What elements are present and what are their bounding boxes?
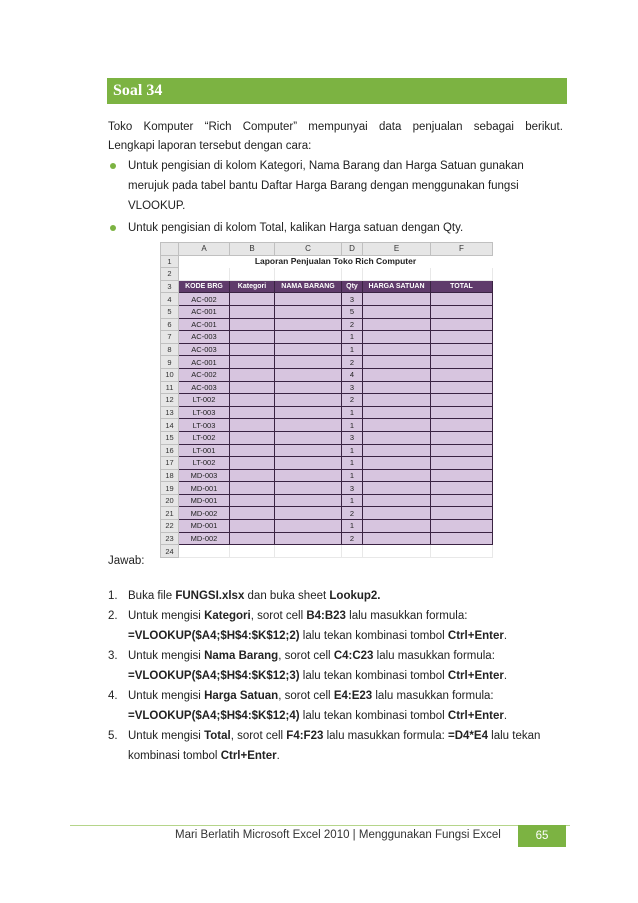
step-text: lalu tekan [487, 730, 541, 742]
sheet-row [161, 305, 493, 318]
qty-cell[interactable]: 2 [342, 394, 363, 407]
step-text: lalu masukkan formula: [345, 610, 468, 622]
row-header[interactable]: 10 [161, 368, 179, 381]
item-name-cell[interactable] [275, 520, 342, 533]
row-header[interactable]: 1 [161, 255, 179, 268]
step-line [128, 726, 568, 746]
sheet-row [161, 431, 493, 444]
qty-cell[interactable]: 1 [342, 331, 363, 344]
item-name-cell[interactable] [275, 394, 342, 407]
table-header-cell[interactable]: NAMA BARANG [275, 280, 342, 293]
qty-cell[interactable]: 1 [342, 457, 363, 470]
row-header[interactable]: 3 [161, 280, 179, 293]
row-header[interactable]: 23 [161, 532, 179, 545]
code-cell[interactable]: LT-003 [179, 406, 230, 419]
total-cell[interactable] [431, 343, 493, 356]
code-cell[interactable]: MD-001 [179, 482, 230, 495]
sheet-row [161, 381, 493, 394]
step-text: , sorot cell [278, 650, 334, 662]
sheet-row [161, 457, 493, 470]
sheet-row [161, 293, 493, 306]
sheet-cell[interactable] [363, 545, 431, 558]
qty-cell[interactable]: 3 [342, 482, 363, 495]
code-cell[interactable]: LT-002 [179, 431, 230, 444]
total-cell[interactable] [431, 331, 493, 344]
code-cell[interactable]: AC-003 [179, 381, 230, 394]
step-number: 1. [108, 590, 118, 602]
item-name-cell[interactable] [275, 293, 342, 306]
row-header[interactable]: 6 [161, 318, 179, 331]
step-text: dan buka sheet [244, 590, 330, 602]
category-cell[interactable] [230, 444, 275, 457]
row-header[interactable]: 18 [161, 469, 179, 482]
category-cell[interactable] [230, 394, 275, 407]
sheet-row [161, 406, 493, 419]
code-cell[interactable]: MD-001 [179, 494, 230, 507]
step-text: . [503, 710, 508, 722]
unit-price-cell[interactable] [363, 394, 431, 407]
step-text: . [503, 630, 508, 642]
unit-price-cell[interactable] [363, 381, 431, 394]
intro-word: mempunyai [308, 121, 368, 133]
step-line [128, 746, 568, 766]
step-emphasis: Lookup2. [329, 590, 381, 602]
category-cell[interactable] [230, 343, 275, 356]
sheet-cell[interactable] [342, 268, 363, 281]
intro-word: Komputer [143, 121, 194, 133]
sheet-row [161, 331, 493, 344]
category-cell[interactable] [230, 293, 275, 306]
step-emphasis: Kategori [204, 610, 251, 622]
step-text: . [276, 750, 280, 762]
step-emphasis: Harga Satuan [204, 690, 279, 702]
sheet-row [161, 394, 493, 407]
item-name-cell[interactable] [275, 356, 342, 369]
sheet-cell[interactable] [275, 268, 342, 281]
row-header[interactable]: 22 [161, 520, 179, 533]
footer-text: Mari Berlatih Microsoft Excel 2010 | Menggunakan Fungsi Excel [175, 829, 501, 841]
step-number: 5. [108, 730, 118, 742]
step-text: lalu masukkan formula: [373, 650, 495, 662]
unit-price-cell[interactable] [363, 520, 431, 533]
item-name-cell[interactable] [275, 331, 342, 344]
row-header[interactable]: 5 [161, 305, 179, 318]
step-line [128, 686, 568, 706]
unit-price-cell[interactable] [363, 482, 431, 495]
answer-step [108, 686, 568, 726]
qty-cell[interactable]: 1 [342, 494, 363, 507]
step-emphasis: Ctrl+Enter [447, 630, 504, 642]
step-text: Untuk mengisi [128, 650, 205, 662]
sheet-row [161, 419, 493, 432]
total-cell[interactable] [431, 532, 493, 545]
item-name-cell[interactable] [275, 381, 342, 394]
step-text: Untuk mengisi [128, 610, 205, 622]
code-cell[interactable]: MD-002 [179, 507, 230, 520]
sheet-title-cell[interactable]: Laporan Penjualan Toko Rich Computer [179, 255, 493, 268]
step-text: , sorot cell [250, 610, 307, 622]
row-header[interactable]: 19 [161, 482, 179, 495]
step-text: , sorot cell [230, 730, 287, 742]
row-header[interactable]: 16 [161, 444, 179, 457]
total-cell[interactable] [431, 457, 493, 470]
code-cell[interactable]: AC-002 [179, 368, 230, 381]
category-cell[interactable] [230, 520, 275, 533]
sheet-cell[interactable] [179, 545, 230, 558]
unit-price-cell[interactable] [363, 507, 431, 520]
footer-divider [70, 825, 570, 826]
code-cell[interactable]: AC-003 [179, 343, 230, 356]
step-text: , sorot cell [278, 690, 334, 702]
instruction-bullets [108, 156, 563, 240]
code-cell[interactable]: MD-003 [179, 469, 230, 482]
step-line [128, 666, 568, 686]
category-cell[interactable] [230, 507, 275, 520]
step-line [128, 706, 568, 726]
total-cell[interactable] [431, 318, 493, 331]
item-name-cell[interactable] [275, 532, 342, 545]
step-emphasis: Ctrl+Enter [447, 670, 504, 682]
step-text: lalu tekan kombinasi tombol [299, 670, 448, 682]
sheet-cell[interactable] [275, 545, 342, 558]
sheet-cell[interactable] [230, 268, 275, 281]
table-header-cell[interactable]: HARGA SATUAN [363, 280, 431, 293]
column-header[interactable]: A [179, 243, 230, 256]
row-header[interactable]: 21 [161, 507, 179, 520]
column-header[interactable]: F [431, 243, 493, 256]
step-text: lalu tekan kombinasi tombol [299, 710, 448, 722]
table-header-cell[interactable]: Kategori [230, 280, 275, 293]
qty-cell[interactable]: 2 [342, 356, 363, 369]
total-cell[interactable] [431, 305, 493, 318]
bullet-item [108, 218, 563, 238]
answer-label: Jawab: [108, 555, 145, 567]
row-header[interactable]: 8 [161, 343, 179, 356]
intro-word: Computer” [242, 121, 298, 133]
unit-price-cell[interactable] [363, 457, 431, 470]
sheet-row [161, 507, 493, 520]
bullet-text: Untuk pengisian di kolom Kategori, Nama Barang dan Harga Satuan gunakan merujuk pada tabel bantu Daftar Harga Barang dengan menggunakan fungsi VLOOKUP. [128, 160, 524, 212]
category-cell[interactable] [230, 305, 275, 318]
row-header[interactable]: 2 [161, 268, 179, 281]
category-cell[interactable] [230, 406, 275, 419]
intro-word: berikut. [525, 121, 563, 133]
item-name-cell[interactable] [275, 457, 342, 470]
intro-line-2: Lengkapi laporan tersebut dengan cara: [108, 140, 312, 152]
total-cell[interactable] [431, 469, 493, 482]
category-cell[interactable] [230, 469, 275, 482]
qty-cell[interactable]: 1 [342, 444, 363, 457]
intro-paragraph [108, 118, 563, 156]
total-cell[interactable] [431, 507, 493, 520]
unit-price-cell[interactable] [363, 343, 431, 356]
bullet-dot-icon [110, 163, 116, 169]
spreadsheet-table [160, 242, 493, 558]
sheet-row [161, 280, 493, 293]
step-number: 3. [108, 650, 118, 662]
item-name-cell[interactable] [275, 318, 342, 331]
answer-step [108, 646, 568, 686]
sheet-row [161, 482, 493, 495]
section-title: Soal 34 [107, 78, 567, 104]
sheet-row [161, 343, 493, 356]
step-line [128, 606, 568, 626]
total-cell[interactable] [431, 406, 493, 419]
code-cell[interactable]: LT-002 [179, 457, 230, 470]
select-all-corner[interactable] [161, 243, 179, 256]
qty-cell[interactable]: 1 [342, 419, 363, 432]
step-emphasis: =VLOOKUP($A4;$H$4:$K$12;3) [128, 670, 300, 682]
bullet-item [108, 156, 563, 216]
category-cell[interactable] [230, 356, 275, 369]
step-text: . [503, 670, 508, 682]
total-cell[interactable] [431, 356, 493, 369]
unit-price-cell[interactable] [363, 419, 431, 432]
row-header[interactable]: 20 [161, 494, 179, 507]
sheet-cell[interactable] [179, 268, 230, 281]
qty-cell[interactable]: 1 [342, 469, 363, 482]
spreadsheet-screenshot [160, 242, 497, 556]
step-line [128, 626, 568, 646]
total-cell[interactable] [431, 482, 493, 495]
item-name-cell[interactable] [275, 343, 342, 356]
total-cell[interactable] [431, 419, 493, 432]
category-cell[interactable] [230, 318, 275, 331]
column-header[interactable]: C [275, 243, 342, 256]
row-header[interactable]: 7 [161, 331, 179, 344]
sheet-cell[interactable] [431, 545, 493, 558]
code-cell[interactable]: AC-001 [179, 356, 230, 369]
sheet-row [161, 444, 493, 457]
unit-price-cell[interactable] [363, 318, 431, 331]
row-header[interactable]: 9 [161, 356, 179, 369]
intro-line-1 [108, 118, 563, 137]
row-header[interactable]: 14 [161, 419, 179, 432]
total-cell[interactable] [431, 368, 493, 381]
row-header[interactable]: 17 [161, 457, 179, 470]
intro-word: data [378, 121, 402, 133]
item-name-cell[interactable] [275, 444, 342, 457]
sheet-cell[interactable] [431, 268, 493, 281]
category-cell[interactable] [230, 494, 275, 507]
unit-price-cell[interactable] [363, 494, 431, 507]
sheet-row [161, 532, 493, 545]
code-cell[interactable]: AC-002 [179, 293, 230, 306]
sheet-row [161, 368, 493, 381]
step-text: Untuk mengisi [128, 730, 205, 742]
item-name-cell[interactable] [275, 406, 342, 419]
item-name-cell[interactable] [275, 494, 342, 507]
category-cell[interactable] [230, 532, 275, 545]
answer-steps [108, 586, 568, 766]
step-text: lalu masukkan formula: [323, 730, 449, 742]
table-header-cell[interactable]: TOTAL [431, 280, 493, 293]
item-name-cell[interactable] [275, 482, 342, 495]
qty-cell[interactable]: 3 [342, 293, 363, 306]
row-header[interactable]: 13 [161, 406, 179, 419]
step-line [128, 586, 568, 606]
step-emphasis: =VLOOKUP($A4;$H$4:$K$12;2) [128, 630, 300, 642]
code-cell[interactable]: LT-002 [179, 394, 230, 407]
unit-price-cell[interactable] [363, 305, 431, 318]
total-cell[interactable] [431, 381, 493, 394]
total-cell[interactable] [431, 394, 493, 407]
row-header[interactable]: 11 [161, 381, 179, 394]
category-cell[interactable] [230, 368, 275, 381]
sheet-row [161, 545, 493, 558]
total-cell[interactable] [431, 431, 493, 444]
item-name-cell[interactable] [275, 419, 342, 432]
sheet-row [161, 356, 493, 369]
step-emphasis: Nama Barang [204, 650, 279, 662]
qty-cell[interactable]: 2 [342, 507, 363, 520]
sheet-row [161, 318, 493, 331]
qty-cell[interactable]: 1 [342, 343, 363, 356]
page-number: 65 [518, 825, 566, 847]
qty-cell[interactable]: 1 [342, 520, 363, 533]
table-header-cell[interactable]: Qty [342, 280, 363, 293]
step-text: Buka file [128, 590, 176, 602]
intro-word: penjualan [412, 121, 463, 133]
category-cell[interactable] [230, 419, 275, 432]
unit-price-cell[interactable] [363, 532, 431, 545]
column-header[interactable]: E [363, 243, 431, 256]
unit-price-cell[interactable] [363, 406, 431, 419]
total-cell[interactable] [431, 444, 493, 457]
category-cell[interactable] [230, 482, 275, 495]
step-emphasis: C4:C23 [333, 650, 374, 662]
code-cell[interactable]: MD-001 [179, 520, 230, 533]
total-cell[interactable] [431, 520, 493, 533]
row-header[interactable]: 12 [161, 394, 179, 407]
sheet-row [161, 494, 493, 507]
unit-price-cell[interactable] [363, 469, 431, 482]
step-number: 2. [108, 610, 118, 622]
sheet-cell[interactable] [342, 545, 363, 558]
unit-price-cell[interactable] [363, 368, 431, 381]
sheet-row [161, 469, 493, 482]
unit-price-cell[interactable] [363, 293, 431, 306]
unit-price-cell[interactable] [363, 331, 431, 344]
category-cell[interactable] [230, 457, 275, 470]
sheet-row [161, 520, 493, 533]
code-cell[interactable]: MD-002 [179, 532, 230, 545]
item-name-cell[interactable] [275, 469, 342, 482]
step-text: Untuk mengisi [128, 690, 205, 702]
row-header[interactable]: 24 [161, 545, 179, 558]
qty-cell[interactable]: 2 [342, 318, 363, 331]
table-header-cell[interactable]: KODE BRG [179, 280, 230, 293]
bullet-text: Untuk pengisian di kolom Total, kalikan Harga satuan dengan Qty. [128, 222, 464, 234]
row-header[interactable]: 4 [161, 293, 179, 306]
item-name-cell[interactable] [275, 368, 342, 381]
step-emphasis: Ctrl+Enter [447, 710, 504, 722]
code-cell[interactable]: AC-001 [179, 305, 230, 318]
total-cell[interactable] [431, 494, 493, 507]
qty-cell[interactable]: 3 [342, 431, 363, 444]
sheet-row [161, 268, 493, 281]
code-cell[interactable]: LT-001 [179, 444, 230, 457]
answer-step [108, 726, 568, 766]
qty-cell[interactable]: 3 [342, 381, 363, 394]
step-emphasis: =D4*E4 [448, 730, 488, 742]
answer-step [108, 586, 568, 606]
step-emphasis: F4:F23 [286, 730, 324, 742]
column-header[interactable]: B [230, 243, 275, 256]
intro-word: Toko [108, 121, 133, 133]
step-emphasis: B4:B23 [306, 610, 346, 622]
qty-cell[interactable]: 4 [342, 368, 363, 381]
sheet-row [161, 255, 493, 268]
intro-word: sebagai [473, 121, 514, 133]
step-text: kombinasi tombol [128, 750, 221, 762]
category-cell[interactable] [230, 331, 275, 344]
step-text: lalu tekan kombinasi tombol [299, 630, 448, 642]
sheet-cell[interactable] [363, 268, 431, 281]
category-cell[interactable] [230, 431, 275, 444]
code-cell[interactable]: LT-003 [179, 419, 230, 432]
unit-price-cell[interactable] [363, 444, 431, 457]
answer-step [108, 606, 568, 646]
unit-price-cell[interactable] [363, 356, 431, 369]
step-emphasis: =VLOOKUP($A4;$H$4:$K$12;4) [128, 710, 300, 722]
step-emphasis: FUNGSI.xlsx [175, 590, 245, 602]
step-line [128, 646, 568, 666]
step-text: lalu masukkan formula: [372, 690, 494, 702]
row-header[interactable]: 15 [161, 431, 179, 444]
code-cell[interactable]: AC-003 [179, 331, 230, 344]
step-emphasis: Total [204, 730, 231, 742]
item-name-cell[interactable] [275, 431, 342, 444]
qty-cell[interactable]: 2 [342, 532, 363, 545]
unit-price-cell[interactable] [363, 431, 431, 444]
step-emphasis: Ctrl+Enter [220, 750, 277, 762]
code-cell[interactable]: AC-001 [179, 318, 230, 331]
bullet-dot-icon [110, 225, 116, 231]
step-number: 4. [108, 690, 118, 702]
item-name-cell[interactable] [275, 507, 342, 520]
qty-cell[interactable]: 1 [342, 406, 363, 419]
category-cell[interactable] [230, 381, 275, 394]
step-emphasis: E4:E23 [333, 690, 373, 702]
total-cell[interactable] [431, 293, 493, 306]
qty-cell[interactable]: 5 [342, 305, 363, 318]
intro-word: “Rich [204, 121, 232, 133]
sheet-cell[interactable] [230, 545, 275, 558]
item-name-cell[interactable] [275, 305, 342, 318]
column-header[interactable]: D [342, 243, 363, 256]
